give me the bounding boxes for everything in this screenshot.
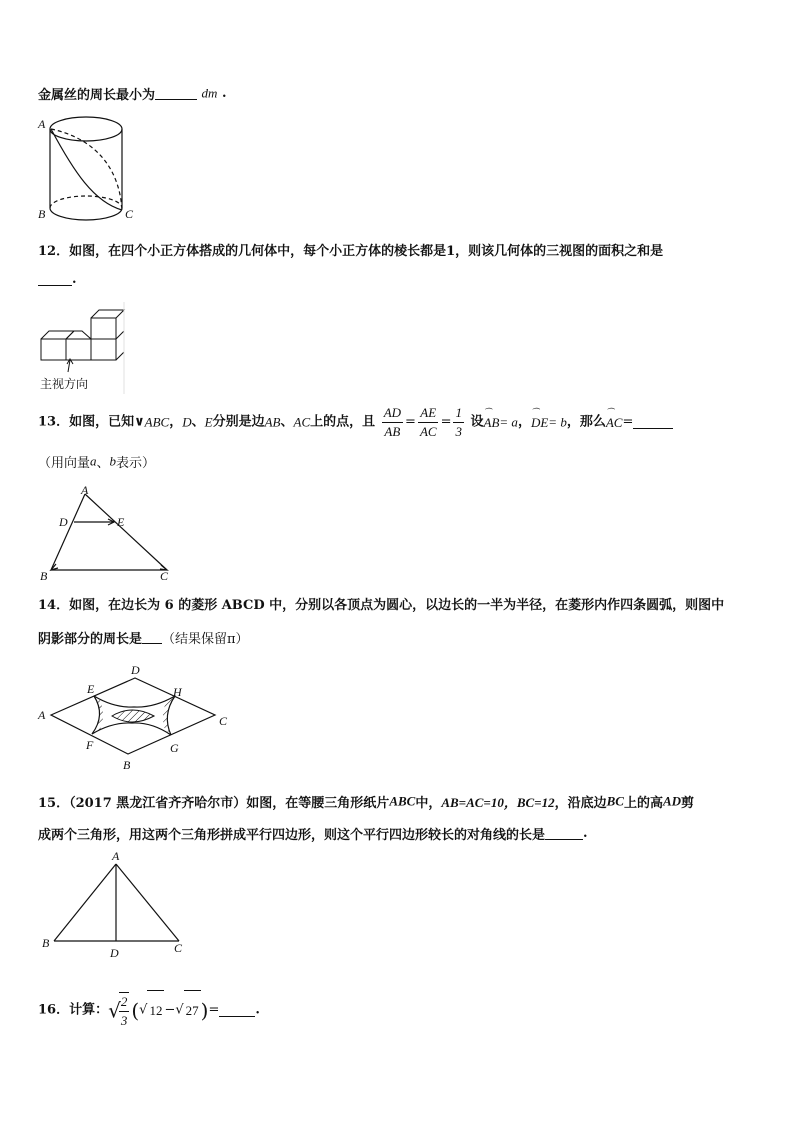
minus-sign: − [164, 1002, 176, 1018]
label-h: H [173, 685, 182, 699]
vector-ac: ⏜ AC [606, 405, 623, 441]
q15-condition: AB=AC=10，BC=12 [441, 795, 555, 810]
answer-blank[interactable] [633, 416, 673, 429]
q12-line2 [38, 272, 77, 287]
q13-eq-a: = a [499, 414, 518, 430]
q13-sep3: 、 [96, 456, 110, 471]
q13-mid3: 上的点，且 [310, 414, 376, 430]
q16-line: 16．计算：√ $\frac{2}{3}$ (√ 12 −√ 27 )= . [38, 990, 260, 1030]
q11-unit: dm [201, 85, 218, 101]
q13-then: ，那么 [566, 414, 606, 430]
q12-line [38, 240, 663, 259]
sqrt-fraction: $\frac{2}{3}$ [120, 993, 128, 1028]
q15-line2-text: 成两个三角形，用这两个三角形拼成平行四边形，则这个平行四边形较长的对角线的长是 [38, 828, 546, 843]
q16-prefix: 16．计算： [38, 1002, 109, 1018]
q14-line2 [38, 628, 249, 647]
label-a: A [38, 708, 46, 722]
q15-t3: ，沿底边 [554, 796, 607, 811]
fraction-ae-ac: $\frac{AE}{AC}$ [419, 405, 437, 439]
q12-text: 12．如图，在四个小正方体搭成的几何体中，每个小正方体的棱长都是1，则该几何体的三视图的面积之和是 [38, 244, 664, 259]
q13-prefix: 13．如图，已知∨ [38, 414, 145, 430]
q13-sep2: 、 [280, 414, 294, 430]
label-b: B [42, 936, 50, 950]
vector-de: ⏜ DE [531, 405, 548, 441]
vector-a: a [90, 453, 97, 469]
point-d: D [182, 414, 192, 430]
q16-eq: = [208, 1002, 220, 1018]
triangle-abc: ABC [144, 414, 170, 430]
q15-text1: 15．（2017 黑龙江省齐齐哈尔市）如图，在等腰三角形纸片 [38, 796, 390, 811]
triangle-de-figure [34, 484, 184, 584]
sqrt-27: 27 [184, 990, 201, 1031]
q11-line [38, 84, 227, 103]
q13-eq-b: = b [548, 414, 567, 430]
q15-end: . [583, 826, 588, 841]
label-d: D [59, 515, 68, 529]
fraction-ad-ab: $\frac{AD}{AB}$ [383, 405, 402, 439]
isosceles-triangle-figure [38, 848, 188, 960]
label-c: C [125, 207, 134, 221]
q15-line2 [38, 824, 588, 843]
q14-text2-end: （结果保留π） [162, 632, 249, 647]
label-c: C [219, 714, 228, 728]
q13-mid2: 分别是边 [212, 414, 265, 430]
vector-b: b [109, 453, 117, 469]
label-a: A [81, 484, 89, 497]
q14-text2: 阴影部分的周长是 [38, 632, 143, 647]
label-b: B [40, 569, 48, 583]
q11-end: . [221, 86, 227, 101]
label-e: E [117, 515, 125, 529]
side-bc: BC [606, 793, 624, 809]
q14-text1: 14．如图，在边长为 6 的菱形 ABCD 中，分别以各顶点为圆心，以边长的一半为半径，在菱形内作四条圆弧，则图中 [38, 598, 725, 613]
answer-blank[interactable] [219, 1004, 255, 1017]
q12-end: . [72, 272, 77, 287]
label-b: B [38, 207, 46, 221]
height-ad: AD [662, 793, 682, 809]
answer-blank[interactable] [545, 827, 583, 840]
q13-line2 [38, 452, 155, 471]
q13-set: 设 [470, 414, 484, 430]
fraction-one-third: $\frac{1}{3}$ [455, 405, 462, 439]
label-b: B [123, 758, 131, 770]
q13-line: 13．如图，已知∨ABC，D、E分别是边AB、AC上的点，且 $\frac{AD}{AB}$ = $\frac{AE}{AC}$ = $\frac{1}{3}$ 设⏜ AB= a，⏜ DE= b，那么⏜ AC= [38, 404, 673, 440]
paren-open: ( [131, 998, 140, 1023]
answer-blank[interactable] [155, 87, 197, 100]
label-g: G [170, 741, 179, 755]
label-f: F [86, 738, 94, 752]
label-d: D [131, 663, 140, 677]
q13-mid1: ， [169, 414, 183, 430]
point-e: E [204, 414, 213, 430]
q15-line1 [38, 792, 694, 811]
q13-line2-end: 表示） [116, 456, 156, 471]
label-c: C [160, 569, 169, 583]
q13-line2-text: （用向量 [38, 456, 91, 471]
side-ac: AC [293, 414, 311, 430]
q16-end: . [255, 1002, 260, 1018]
answer-blank[interactable] [142, 631, 162, 644]
sqrt-12: 12 [147, 990, 164, 1031]
answer-blank[interactable] [38, 273, 72, 286]
cylinder-figure [34, 112, 144, 227]
q11-text: 金属丝的周长最小为 [38, 88, 156, 103]
triangle-abc: ABC [389, 793, 416, 809]
vector-ab: ⏜ AB [484, 405, 500, 441]
rhombus-figure [34, 660, 234, 770]
q13-eq: = [622, 414, 634, 430]
view-direction-caption: 主视方向 [40, 377, 89, 391]
label-d: D [110, 946, 119, 960]
q15-t2: 中， [415, 796, 442, 811]
q15-t4: 上的高 [623, 796, 663, 811]
label-a: A [112, 849, 120, 863]
label-c: C [174, 941, 183, 955]
q13-sep: 、 [191, 414, 205, 430]
q14-line1 [38, 594, 724, 613]
label-a: A [38, 117, 46, 131]
side-ab: AB [264, 414, 281, 430]
label-e: E [87, 682, 95, 696]
q15-t5: 剪 [681, 796, 695, 811]
paren-close: ) [200, 998, 209, 1023]
